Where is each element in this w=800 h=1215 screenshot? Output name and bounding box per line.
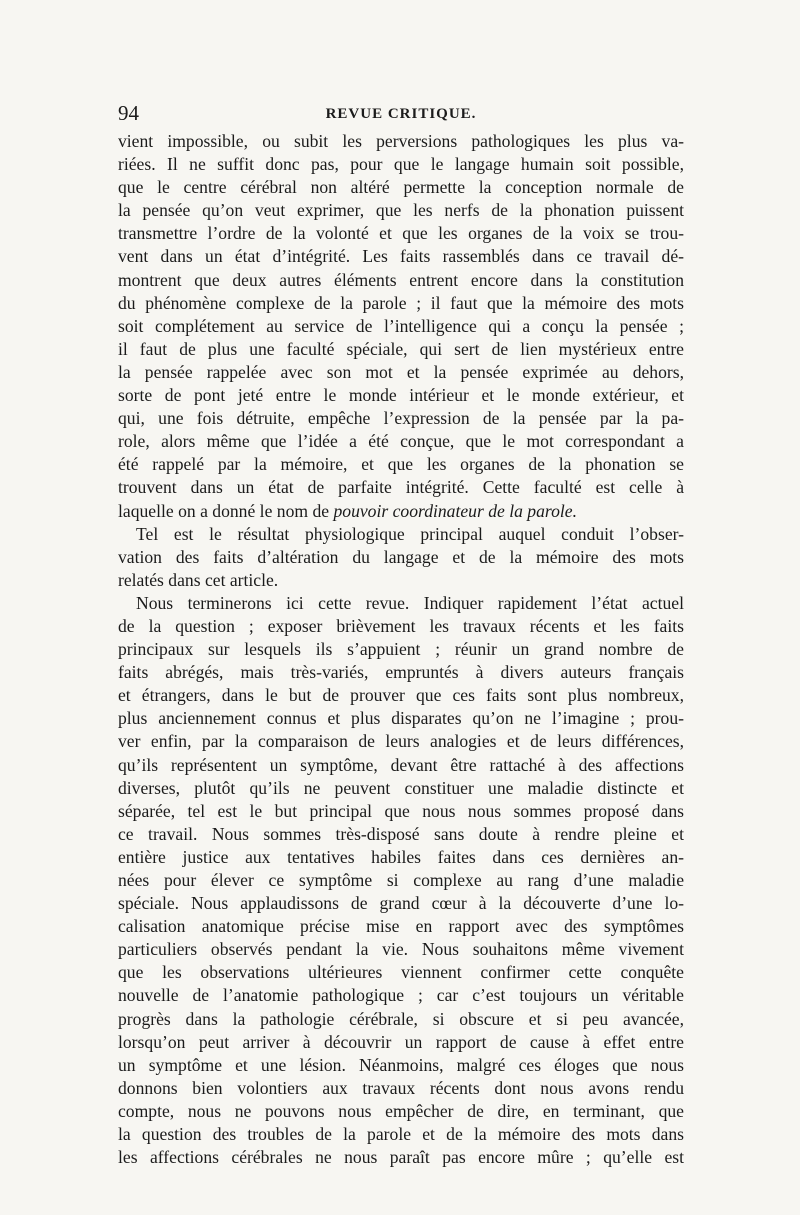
text-line: plus anciennement connus et plus disparates qu’on ne l’imagine ; prou- bbox=[118, 708, 684, 729]
text-line: la question des troubles de la parole et de la mémoire des mots dans bbox=[118, 1124, 684, 1145]
text-line: calisation anatomique précise mise en rapport avec des symptômes bbox=[118, 916, 684, 937]
text-line: sorte de pont jeté entre le monde intérieur et le monde extérieur, et bbox=[118, 385, 684, 406]
text-line: compte, nous ne pouvons nous empêcher de dire, en terminant, que bbox=[118, 1100, 684, 1121]
text-line: riées. Il ne suffit donc pas, pour que le langage humain soit possible, bbox=[118, 154, 684, 175]
text-line: soit complétement au service de l’intelligence qui a conçu la pensée ; bbox=[118, 315, 684, 336]
text-line: vient impossible, ou subit les perversions pathologiques les plus va- bbox=[118, 131, 684, 151]
text-line: donnons bien volontiers aux travaux récents dont nous avons rendu bbox=[118, 1077, 684, 1098]
text-line: spéciale. Nous applaudissons de grand cœur à la découverte d’une lo- bbox=[118, 893, 684, 914]
text-line: du phénomène complexe de la parole ; il faut que la mémoire des mots bbox=[118, 292, 684, 313]
text-line: les affections cérébrales ne nous paraît pas encore mûre ; qu’elle est bbox=[118, 1147, 684, 1168]
text-line: que le centre cérébral non altéré permette la conception normale de bbox=[118, 177, 684, 198]
text-line: ver enfin, par la comparaison de leurs analogies et de leurs différences, bbox=[118, 731, 684, 752]
text-line: et étrangers, dans le but de prouver que ces faits sont plus nombreux, bbox=[118, 685, 684, 706]
text-line: Nous terminerons ici cette revue. Indiquer rapidement l’état actuel bbox=[136, 592, 684, 613]
paragraph-end-line bbox=[118, 500, 684, 523]
text-line: trouvent dans un état de parfaite intégrité. Cette faculté est celle à bbox=[118, 477, 684, 498]
text-line: role, alors même que l’idée a été conçue, que le mot correspondant a bbox=[118, 431, 684, 452]
text-line: diverses, plutôt qu’ils ne peuvent constituer une maladie distincte et bbox=[118, 777, 684, 798]
text-line: il faut de plus une faculté spéciale, qui sert de lien mystérieux entre bbox=[118, 338, 684, 359]
book-page bbox=[118, 100, 684, 1169]
text-line: la pensée qu’on veut exprimer, que les nerfs de la phonation puissent bbox=[118, 200, 684, 221]
text-line: vent dans un état d’intégrité. Les faits rassemblés dans ce travail dé- bbox=[118, 246, 684, 267]
running-title: REVUE CRITIQUE. bbox=[325, 106, 477, 122]
text-line: entière justice aux tentatives habiles faites dans ces dernières an- bbox=[118, 846, 684, 867]
text-line: de la question ; exposer brièvement les travaux récents et les faits bbox=[118, 615, 684, 636]
text-line: qui, une fois détruite, empêche l’expression de la pensée par la pa- bbox=[118, 408, 684, 429]
text-line: la pensée rappelée avec son mot et la pensée exprimée au dehors, bbox=[118, 361, 684, 382]
text-line: été rappelé par la mémoire, et que les organes de la phonation se bbox=[118, 454, 684, 475]
text-line: Tel est le résultat physiologique principal auquel conduit l’obser- bbox=[136, 523, 684, 544]
text-line: progrès dans la pathologie cérébrale, si obscure et si peu avancée, bbox=[118, 1008, 684, 1029]
text-line: séparée, tel est le but principal que nous nous sommes proposé dans bbox=[118, 800, 684, 821]
text-line: nées pour élever ce symptôme si complexe au rang d’une maladie bbox=[118, 870, 684, 890]
running-header bbox=[118, 100, 684, 126]
text-line-start: laquelle on a donné le nom de bbox=[118, 500, 334, 521]
text-line: nouvelle de l’anatomie pathologique ; car c’est toujours un véritable bbox=[118, 985, 684, 1006]
page-number: 94 bbox=[118, 101, 139, 125]
text-line: que les observations ultérieures viennent confirmer cette conquête bbox=[118, 962, 684, 983]
text-line: transmettre l’ordre de la volonté et que les organes de la voix se trou- bbox=[118, 223, 684, 244]
text-line: principaux sur lesquels ils s’appuient ; réunir un grand nombre de bbox=[118, 639, 684, 660]
text-line: lorsqu’on peut arriver à découvrir un rapport de cause à effet entre bbox=[118, 1031, 684, 1052]
body-text bbox=[118, 130, 684, 1169]
italic-term: pouvoir coordinateur de la parole. bbox=[333, 500, 577, 521]
text-line: un symptôme et une lésion. Néanmoins, malgré ces éloges que nous bbox=[118, 1054, 684, 1075]
text-line: particuliers observés pendant la vie. Nous souhaitons même vivement bbox=[118, 939, 684, 960]
text-line: ce travail. Nous sommes très-disposé sans doute à rendre pleine et bbox=[118, 823, 684, 844]
text-line: vation des faits d’altération du langage et de la mémoire des mots bbox=[118, 546, 684, 567]
text-line: qu’ils représentent un symptôme, devant être rattaché à des affections bbox=[118, 754, 684, 775]
text-line: relatés dans cet article. bbox=[118, 569, 279, 590]
text-line: faits abrégés, mais très-variés, empruntés à divers auteurs français bbox=[118, 662, 684, 683]
text-line: montrent que deux autres éléments entrent encore dans la constitution bbox=[118, 269, 684, 290]
